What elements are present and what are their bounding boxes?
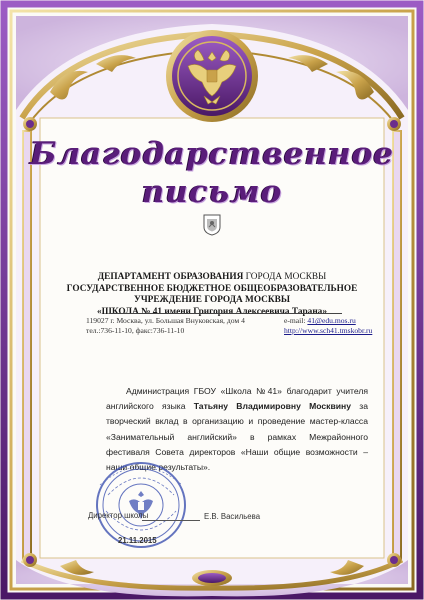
department-line	[60, 272, 364, 284]
issue-date: 21.11.2015	[118, 536, 157, 545]
moscow-coat-of-arms-icon	[203, 214, 221, 236]
appreciation-text-part-1: Администрация ГБОУ «Школа №41» благодарит учителя английского языка	[106, 386, 368, 412]
website-link[interactable]: http://www.sch41.tmskobr.ru	[284, 325, 373, 335]
email-link[interactable]: 41@edu.mos.ru	[307, 316, 356, 325]
postal-address	[86, 316, 245, 335]
signatory-name: Е.В. Васильева	[204, 512, 261, 521]
department-label: ДЕПАРТАМЕНТ ОБРАЗОВАНИЯ	[97, 272, 244, 282]
signature-line	[142, 520, 200, 521]
signatory-role: Директор школы	[88, 511, 149, 520]
email-line	[284, 316, 372, 326]
recipient-name: Татьяну Владимировну Москвину	[193, 401, 352, 412]
school-name-line: «ШКОЛА № 41 имени Григория Алексеевича Тарана»	[97, 306, 327, 317]
email-label: e-mail:	[284, 316, 308, 325]
title-line-2: письмо	[141, 174, 283, 210]
institution-type-line: ГОСУДАРСТВЕННОЕ БЮДЖЕТНОЕ ОБЩЕОБРАЗОВАТЕЛЬНОЕ	[66, 283, 358, 294]
phone-fax: тел.:736-11-10, факс:736-11-10	[86, 325, 185, 335]
title-line-1: Благодарственное	[29, 136, 395, 172]
online-contacts	[284, 316, 372, 335]
institution-city-line: УЧРЕЖДЕНИЕ ГОРОДА МОСКВЫ	[134, 295, 290, 305]
certificate-title	[0, 134, 424, 212]
organization-header	[60, 272, 364, 318]
header-underline	[110, 313, 342, 314]
department-city: ГОРОДА МОСКВЫ	[243, 272, 327, 282]
street-address: 119027 г. Москва, ул. Большая Внуковская, дом 4	[86, 316, 245, 325]
appreciation-text-part-2: за творческий вклад в организацию и проведение мастер-класса «Занимательный английский» в рамках Межрайонного фестиваля Совета директоров «Наши общие возможности – наши общие результаты».	[106, 401, 368, 473]
